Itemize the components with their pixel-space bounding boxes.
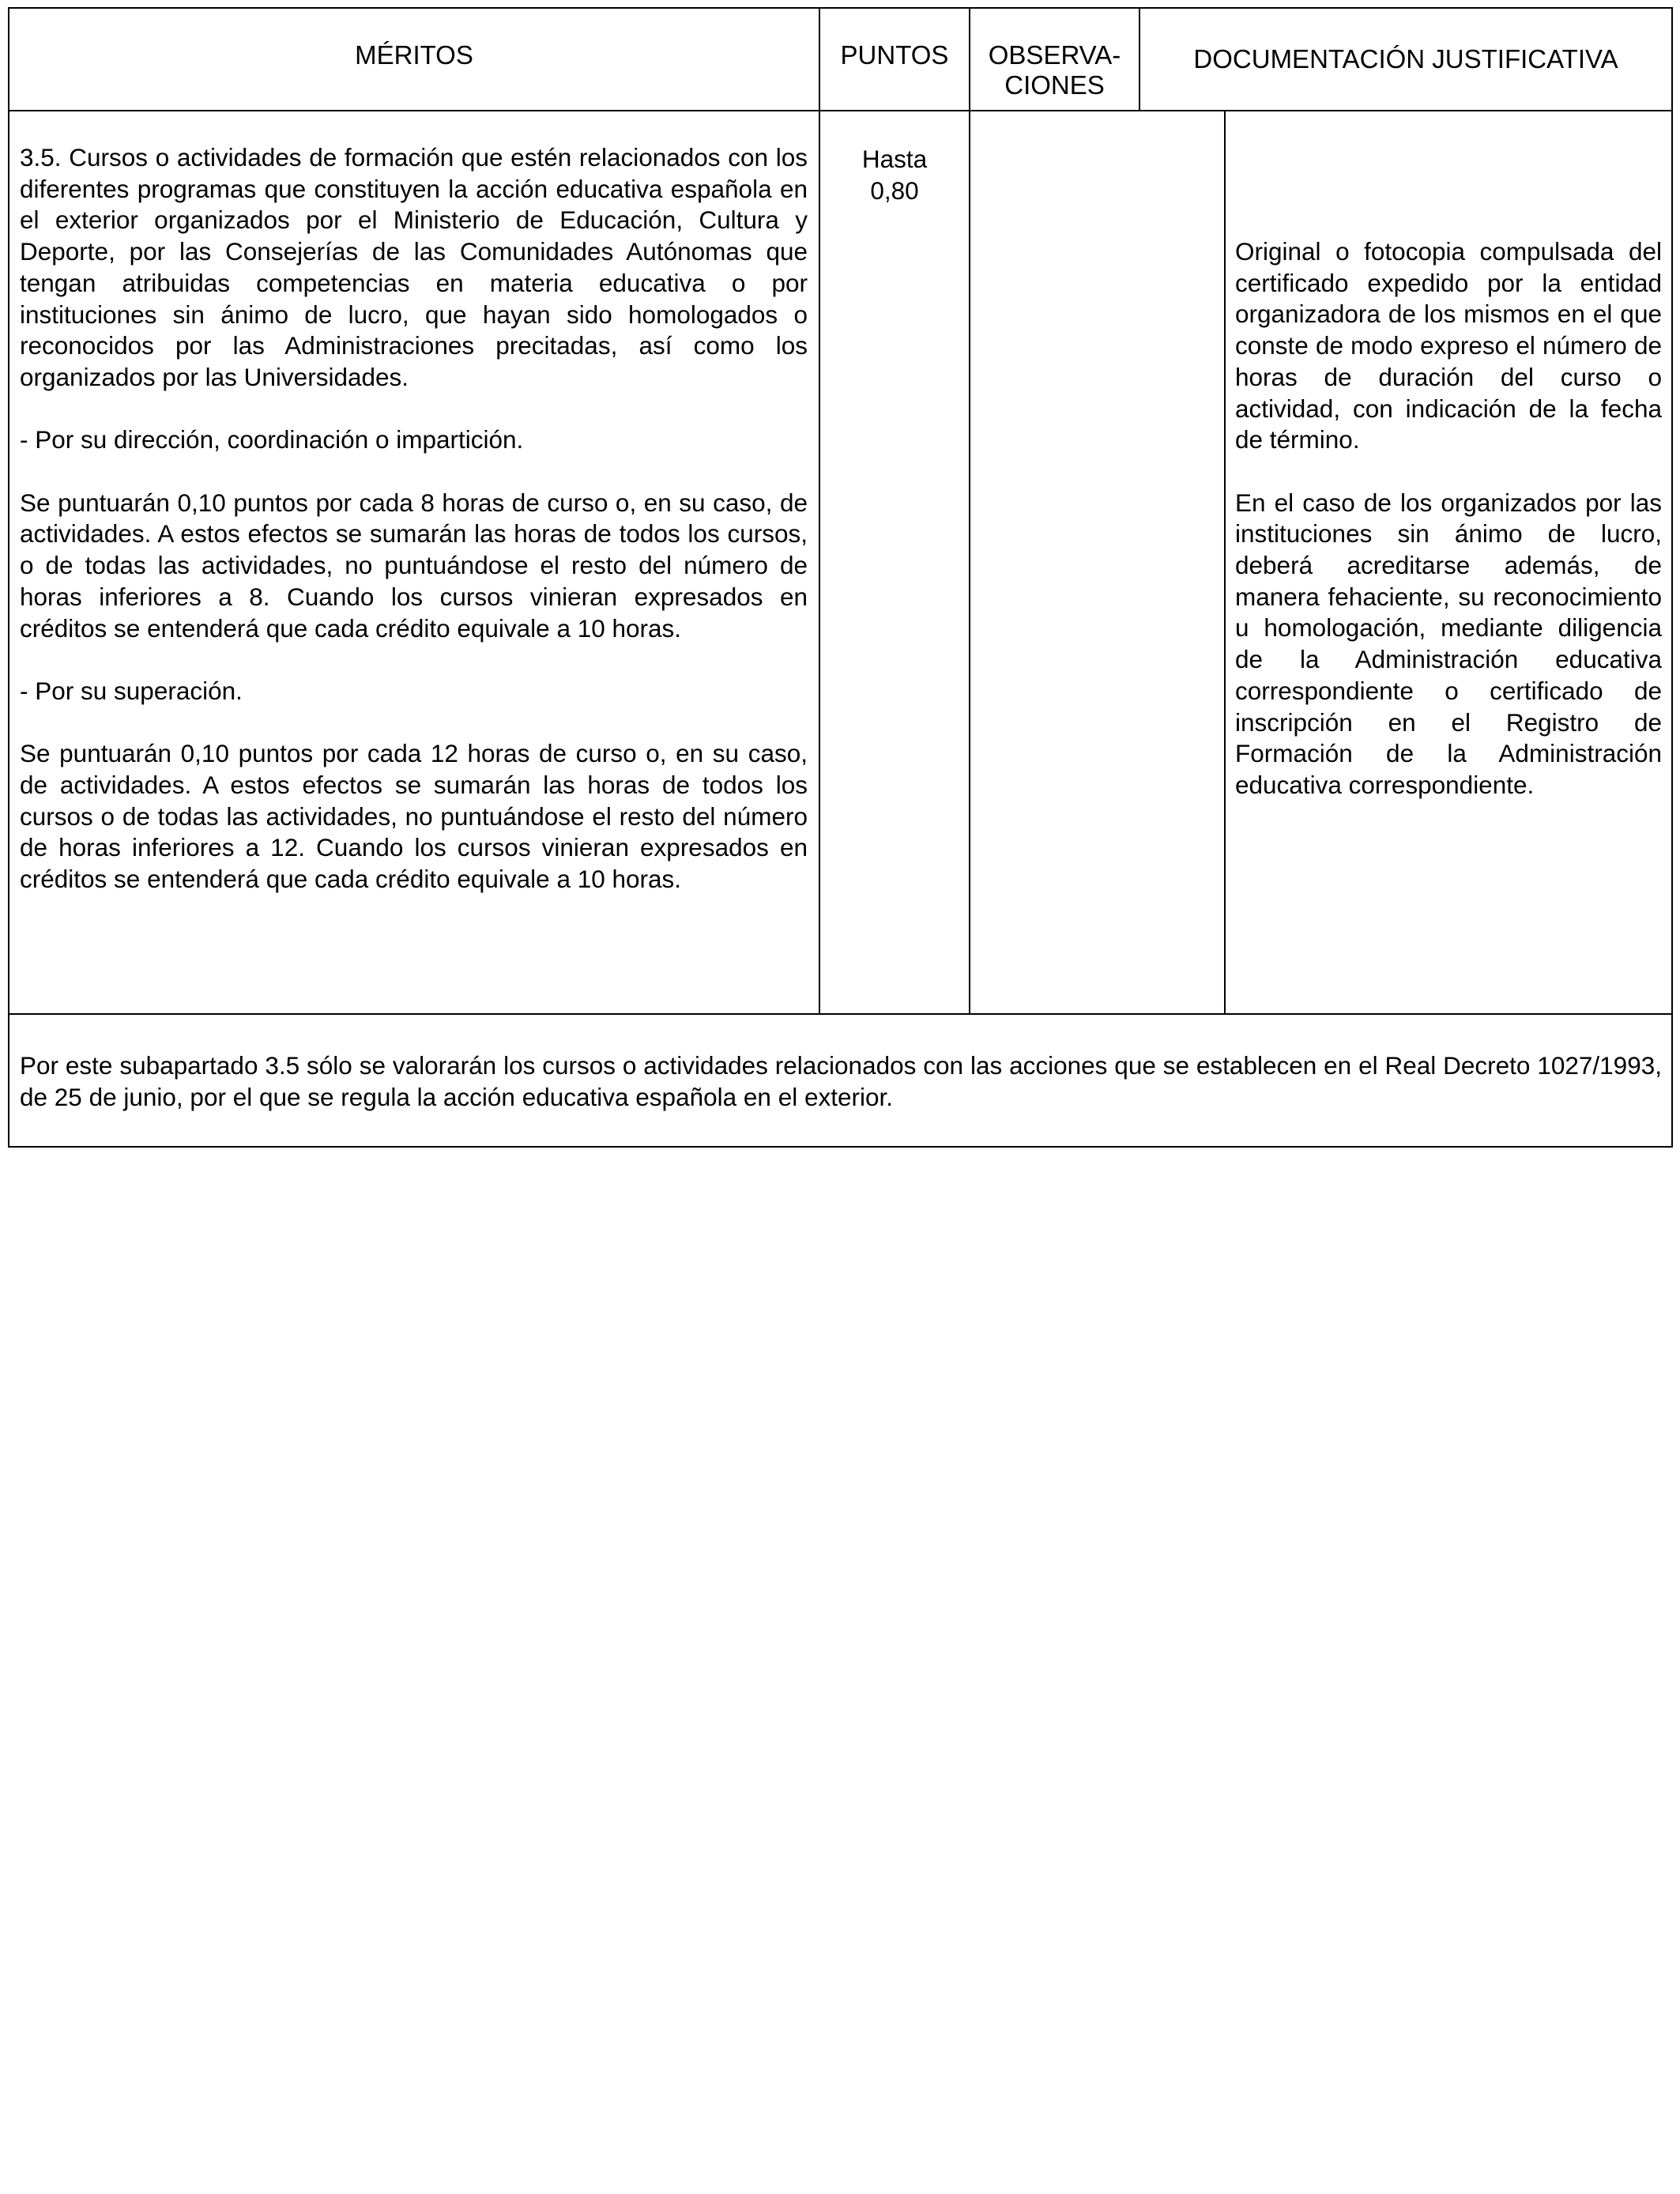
documentacion-paragraph-original: Original o fotocopia compulsada del certificado expedido por la entidad organizadora de los mismos en el que conste de modo expreso el número de horas de duración del curso o actividad, con indicación de la fecha de término. (1235, 237, 1662, 454)
header-meritos: MÉRITOS (355, 40, 473, 70)
header-observaciones-line1: OBSERVA- (988, 40, 1121, 70)
header-divider (8, 110, 1673, 111)
row-divider (8, 1013, 1673, 1015)
header-puntos: PUNTOS (840, 40, 949, 70)
meritos-paragraph-direccion-puntuacion: Se puntuarán 0,10 puntos por cada 8 horas de curso o, en su caso, de actividades. A estos efectos se sumarán las horas de todos los cursos, o de todas las actividades, no puntuándose el resto del número de horas inferiores a 8. Cuando los cursos vinieran expresados en créditos se entenderá que cada crédito equivale a 10 horas. (20, 488, 808, 643)
table-border-bottom (8, 1146, 1673, 1148)
documentacion-cell (1235, 236, 1662, 801)
meritos-paragraph-superacion-puntuacion: Se puntuarán 0,10 puntos por cada 12 horas de curso o, en su caso, de actividades. A estos efectos se sumarán las horas de todos los cursos o de todas las actividades, no puntuándose el resto del número de horas inferiores a 12. Cuando los cursos vinieran expresados en créditos se entenderá que cada crédito equivale a 10 horas. (20, 739, 808, 894)
meritos-paragraph-description: 3.5. Cursos o actividades de formación que estén relacionados con los diferentes programas que constituyen la acción educativa española en el exterior organizados por el Ministerio de Educación, Cultura y Deporte, por las Consejerías de las Comunidades Autónomas que tengan atribuidas competencias en materia educativa o por instituciones sin ánimo de lucro, que hayan sido homologados o reconocidos por las Administraciones precitadas, así como los organizados por las Universidades. (20, 143, 808, 391)
header-documentacion: DOCUMENTACIÓN JUSTIFICATIVA (1193, 44, 1618, 74)
column-divider-puntos (969, 7, 970, 1015)
footnote-cell: Por este subapartado 3.5 sólo se valorarán los cursos o actividades relacionados con las acciones que se establecen en el Real Decreto 1027/1993, de 25 de junio, por el que se regula la acción educativa española en el exterior. (20, 1051, 1662, 1111)
puntos-cell-line1: Hasta (861, 145, 928, 173)
header-observaciones-line2: CIONES (1004, 70, 1105, 100)
column-divider-documentacion (1224, 110, 1226, 1015)
documentacion-paragraph-sin-animo-lucro: En el caso de los organizados por las instituciones sin ánimo de lucro, deberá acreditarse además, de manera fehaciente, su reconocimiento u homologación, mediante diligencia de la Administración educativa correspondiente o certificado de inscripción en el Registro de Formación de la Administración educativa correspondiente. (1235, 488, 1662, 799)
meritos-cell (20, 142, 808, 895)
meritos-paragraph-superacion: - Por su superación. (20, 676, 243, 705)
table-border-right (1671, 7, 1673, 1148)
table-border-top (8, 7, 1673, 9)
puntos-cell-line2: 0,80 (870, 176, 919, 205)
table-border-left (8, 7, 9, 1148)
meritos-paragraph-direccion: - Por su dirección, coordinación o impartición. (20, 425, 524, 454)
